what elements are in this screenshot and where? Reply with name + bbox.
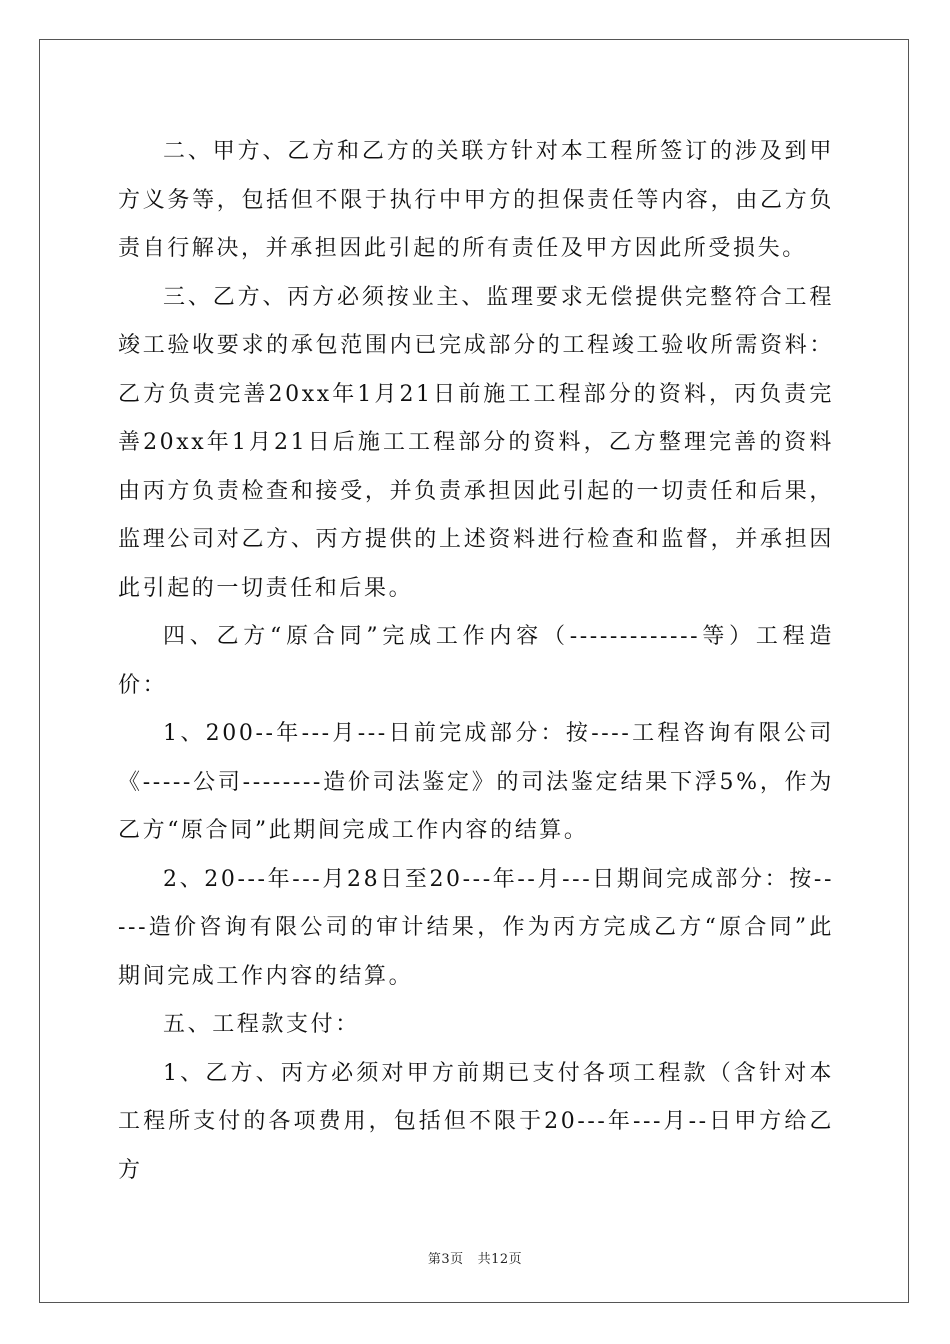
document-body bbox=[118, 128, 834, 1195]
paragraph: 二、甲方、乙方和乙方的关联方针对本工程所签订的涉及到甲方义务等，包括但不限于执行中甲方的担保责任等内容，由乙方负责自行解决，并承担因此引起的所有责任及甲方因此所受损失。 bbox=[118, 139, 834, 261]
paragraph: 四、乙方“原合同”完成工作内容（-------------等）工程造价： bbox=[118, 624, 834, 698]
paragraph: 1、200--年---月---日前完成部分：按----工程咨询有限公司《-----公司--------造价司法鉴定》的司法鉴定结果下浮5%，作为乙方“原合同”此期间完成工作内容的结算。 bbox=[118, 721, 834, 843]
paragraph: 2、20---年---月28日至20---年--月---日期间完成部分：按-----造价咨询有限公司的审计结果，作为丙方完成乙方“原合同”此期间完成工作内容的结算。 bbox=[118, 866, 834, 989]
paragraph: 五、工程款支付： bbox=[163, 1012, 360, 1037]
page-number: 第3页 bbox=[427, 1252, 464, 1267]
page-total: 共12页 bbox=[477, 1252, 523, 1267]
page-footer bbox=[0, 1248, 950, 1267]
paragraph: 1、乙方、丙方必须对甲方前期已支付各项工程款（含针对本工程所支付的各项费用，包括但不限于20---年---月--日甲方给乙方 bbox=[118, 1060, 834, 1183]
paragraph: 三、乙方、丙方必须按业主、监理要求无偿提供完整符合工程竣工验收要求的承包范围内已完成部分的工程竣工验收所需资料：乙方负责完善20xx年1月21日前施工工程部分的资料，丙负责完善20xx年1月21日后施工工程部分的资料，乙方整理完善的资料由丙方负责检查和接受，并负责承担因此引起的一切责任和后果，监理公司对乙方、丙方提供的上述资料进行检查和监督，并承担因此引起的一切责任和后果。 bbox=[118, 284, 834, 601]
